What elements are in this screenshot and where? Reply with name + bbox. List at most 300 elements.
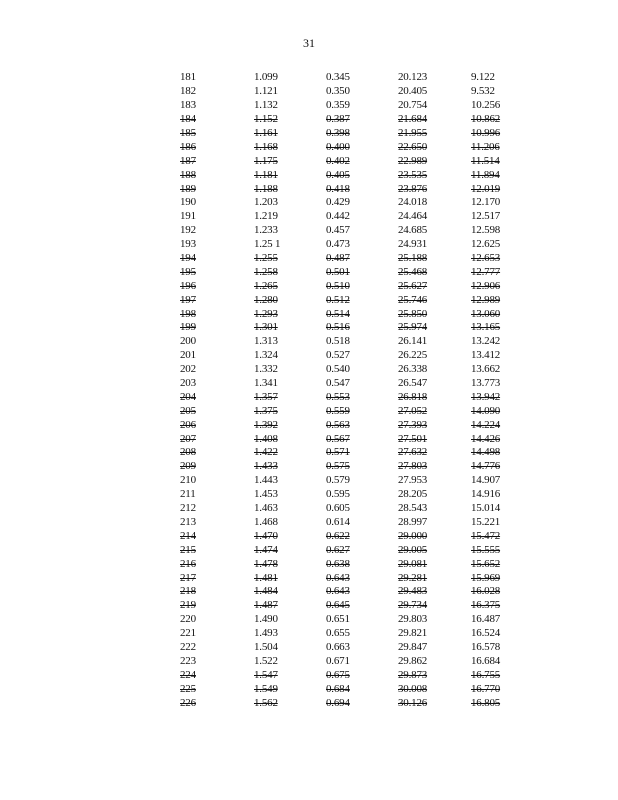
table-cell (326, 419, 398, 432)
table-cell (471, 433, 520, 446)
table-cell (180, 613, 254, 626)
table-cell (180, 183, 254, 196)
cell-value: 0.510 (326, 279, 350, 292)
table-cell (471, 349, 520, 362)
cell-value: 0.563 (326, 418, 350, 431)
table-cell (326, 85, 398, 98)
cell-value: 1.484 (254, 585, 278, 598)
table-cell (254, 141, 326, 154)
table-row-struck (180, 321, 520, 335)
table-cell (180, 169, 254, 182)
cell-value: 0.473 (326, 238, 350, 251)
cell-value: 0.518 (326, 335, 350, 348)
table-cell (471, 683, 520, 696)
table-cell (180, 433, 254, 446)
cell-value: 1.219 (254, 210, 278, 223)
table-cell (254, 460, 326, 473)
cell-value: 29.081 (398, 557, 428, 570)
cell-value: 29.281 (398, 571, 428, 584)
cell-value: 12.170 (471, 196, 501, 209)
cell-value: 1.562 (254, 696, 278, 709)
cell-value: 0.345 (326, 71, 350, 84)
cell-value: 11.894 (471, 168, 500, 181)
table-cell (254, 308, 326, 321)
table-cell (254, 585, 326, 598)
cell-value: 14.498 (471, 446, 501, 459)
cell-value: 185 (180, 127, 196, 139)
table-cell (398, 349, 471, 362)
cell-value: 26.225 (398, 349, 428, 362)
table-cell (398, 280, 471, 293)
cell-value: 1.301 (254, 321, 278, 334)
table-cell (398, 502, 471, 515)
cell-value: 0.622 (326, 529, 350, 542)
cell-value: 0.429 (326, 196, 350, 209)
table-cell (254, 419, 326, 432)
cell-value: 1.504 (254, 640, 278, 653)
table-cell (180, 113, 254, 126)
table-row-struck (180, 529, 520, 543)
table-cell (471, 446, 520, 459)
table-cell (326, 585, 398, 598)
table-cell (471, 71, 520, 84)
cell-value: 196 (180, 279, 196, 292)
cell-value: 0.547 (326, 377, 350, 390)
table-row-struck (180, 599, 520, 613)
table-cell (254, 99, 326, 112)
cell-value: 1.255 (254, 252, 278, 265)
cell-value: 215 (180, 543, 196, 556)
cell-value: 1.121 (254, 85, 278, 98)
cell-value: 21.955 (398, 127, 428, 139)
table-cell (398, 183, 471, 196)
table-row (180, 641, 520, 655)
table-cell (471, 405, 520, 418)
table-cell (180, 349, 254, 362)
cell-value: 27.393 (398, 418, 428, 431)
cell-value: 222 (180, 640, 196, 653)
table-row (180, 627, 520, 641)
table-cell (326, 363, 398, 376)
cell-value: 195 (180, 265, 196, 278)
table-row-struck (180, 404, 520, 418)
cell-value: 1.453 (254, 488, 278, 501)
table-cell (471, 613, 520, 626)
table-cell (471, 280, 520, 293)
table-row-struck (180, 446, 520, 460)
table-row-struck (180, 668, 520, 682)
table-cell (180, 405, 254, 418)
table-row (180, 224, 520, 238)
cell-value: 12.598 (471, 224, 501, 237)
cell-value: 14.916 (471, 488, 501, 501)
cell-value: 25.746 (398, 293, 428, 306)
cell-value: 0.527 (326, 349, 350, 362)
table-cell (254, 155, 326, 168)
table-cell (398, 321, 471, 334)
cell-value: 1.487 (254, 599, 278, 612)
table-cell (180, 460, 254, 473)
table-cell (326, 238, 398, 251)
cell-value: 191 (180, 210, 196, 223)
table-cell (471, 627, 520, 640)
cell-value: 0.684 (326, 682, 350, 695)
table-cell (471, 488, 520, 501)
cell-value: 1.258 (254, 265, 278, 278)
cell-value: 1.152 (254, 113, 278, 126)
table-row-struck (180, 113, 520, 127)
cell-value: 0.398 (326, 127, 350, 139)
table-cell (180, 599, 254, 612)
table-row (180, 502, 520, 516)
cell-value: 16.524 (471, 627, 501, 640)
table-cell (180, 280, 254, 293)
cell-value: 26.338 (398, 363, 428, 376)
cell-value: 0.627 (326, 543, 350, 556)
cell-value: 0.571 (326, 446, 350, 459)
cell-value: 10.256 (471, 99, 501, 112)
table-row-struck (180, 682, 520, 696)
table-cell (254, 224, 326, 237)
table-cell (326, 224, 398, 237)
table-cell (180, 252, 254, 265)
table-cell (398, 224, 471, 237)
cell-value: 13.662 (471, 363, 501, 376)
cell-value: 16.578 (471, 640, 501, 653)
cell-value: 21.684 (398, 113, 428, 126)
cell-value: 13.060 (471, 307, 501, 320)
cell-value: 183 (180, 99, 196, 112)
table-cell (471, 655, 520, 668)
cell-value: 25.974 (398, 321, 428, 334)
cell-value: 12.653 (471, 252, 501, 265)
table-cell (471, 641, 520, 654)
cell-value: 23.535 (398, 168, 428, 181)
cell-value: 15.969 (471, 571, 501, 584)
table-cell (398, 252, 471, 265)
table-cell (180, 488, 254, 501)
table-row-struck (180, 460, 520, 474)
cell-value: 15.472 (471, 529, 501, 542)
cell-value: 29.483 (398, 585, 428, 598)
table-row-struck (180, 252, 520, 266)
cell-value: 16.805 (471, 696, 501, 709)
cell-value: 29.821 (398, 627, 428, 640)
table-row-struck (180, 557, 520, 571)
table-cell (398, 294, 471, 307)
cell-value: 203 (180, 377, 196, 390)
cell-value: 1.408 (254, 432, 278, 445)
cell-value: 0.418 (326, 182, 350, 195)
cell-value: 29.873 (398, 668, 428, 681)
cell-value: 224 (180, 668, 196, 681)
table-cell (326, 669, 398, 682)
table-cell (326, 391, 398, 404)
table-cell (471, 460, 520, 473)
table-cell (398, 141, 471, 154)
table-cell (326, 516, 398, 529)
table-cell (326, 321, 398, 334)
table-cell (471, 85, 520, 98)
table-row (180, 196, 520, 210)
table-cell (471, 294, 520, 307)
cell-value: 26.547 (398, 377, 428, 390)
cell-value: 1.481 (254, 571, 278, 584)
cell-value: 1.188 (254, 182, 278, 195)
table-cell (398, 335, 471, 348)
table-cell (254, 655, 326, 668)
cell-value: 10.996 (471, 127, 501, 139)
table-row-struck (180, 696, 520, 710)
cell-value: 194 (180, 252, 196, 265)
table-cell (398, 572, 471, 585)
table-cell (398, 419, 471, 432)
table-cell (326, 210, 398, 223)
table-cell (254, 210, 326, 223)
table-cell (398, 169, 471, 182)
table-cell (326, 113, 398, 126)
cell-value: 1.474 (254, 543, 278, 556)
table-cell (326, 141, 398, 154)
cell-value: 220 (180, 613, 196, 626)
table-cell (398, 433, 471, 446)
table-cell (398, 669, 471, 682)
cell-value: 200 (180, 335, 196, 348)
table-cell (180, 655, 254, 668)
table-cell (398, 558, 471, 571)
table-cell (180, 266, 254, 279)
table-cell (254, 516, 326, 529)
cell-value: 1.547 (254, 668, 278, 681)
cell-value: 184 (180, 113, 196, 126)
cell-value: 182 (180, 85, 196, 98)
cell-value: 0.567 (326, 432, 350, 445)
table-cell (254, 294, 326, 307)
table-cell (254, 446, 326, 459)
cell-value: 1.468 (254, 515, 278, 528)
table-cell (471, 99, 520, 112)
table-cell (326, 294, 398, 307)
table-cell (471, 377, 520, 390)
table-cell (180, 321, 254, 334)
table-cell (398, 71, 471, 84)
table-row-struck (180, 585, 520, 599)
cell-value: 16.028 (471, 585, 501, 598)
table-cell (180, 127, 254, 140)
table-cell (254, 183, 326, 196)
table-cell (471, 113, 520, 126)
table-cell (398, 460, 471, 473)
cell-value: 0.675 (326, 668, 350, 681)
cell-value: 1.313 (254, 335, 278, 348)
cell-value: 29.803 (398, 613, 428, 626)
table-cell (471, 599, 520, 612)
cell-value: 25.850 (398, 307, 428, 320)
cell-value: 1.203 (254, 196, 278, 209)
cell-value: 29.847 (398, 640, 428, 653)
table-row-struck (180, 168, 520, 182)
table-cell (254, 127, 326, 140)
cell-value: 190 (180, 196, 196, 209)
table-row-struck (180, 307, 520, 321)
cell-value: 0.614 (326, 515, 350, 528)
table-cell (471, 474, 520, 487)
cell-value: 1.433 (254, 460, 278, 473)
cell-value: 22.989 (398, 154, 428, 167)
cell-value: 20.123 (398, 71, 428, 84)
table-row (180, 613, 520, 627)
cell-value: 1.375 (254, 404, 278, 417)
table-cell (398, 613, 471, 626)
table-cell (180, 530, 254, 543)
table-cell (326, 99, 398, 112)
table-cell (180, 210, 254, 223)
table-cell (398, 488, 471, 501)
table-row-struck (180, 293, 520, 307)
table-cell (254, 572, 326, 585)
table-cell (398, 474, 471, 487)
cell-value: 186 (180, 140, 196, 153)
cell-value: 11.514 (471, 154, 500, 167)
table-cell (471, 572, 520, 585)
cell-value: 208 (180, 446, 196, 459)
table-cell (254, 391, 326, 404)
cell-value: 0.457 (326, 224, 350, 237)
table-cell (326, 697, 398, 710)
table-cell (254, 252, 326, 265)
table-cell (398, 655, 471, 668)
table-cell (254, 280, 326, 293)
table-cell (180, 641, 254, 654)
table-cell (326, 613, 398, 626)
cell-value: 12.625 (471, 238, 501, 251)
table-cell (326, 377, 398, 390)
table-cell (471, 516, 520, 529)
cell-value: 211 (180, 488, 196, 501)
cell-value: 25.188 (398, 252, 428, 265)
table-cell (254, 377, 326, 390)
table-row-struck (180, 140, 520, 154)
cell-value: 27.632 (398, 446, 428, 459)
table-row-struck (180, 571, 520, 585)
cell-value: 1.161 (254, 127, 278, 139)
cell-value: 23.876 (398, 182, 428, 195)
table-cell (254, 697, 326, 710)
table-row-struck (180, 279, 520, 293)
table-cell (398, 405, 471, 418)
cell-value: 213 (180, 515, 196, 528)
table-cell (398, 196, 471, 209)
table-cell (471, 419, 520, 432)
table-cell (326, 544, 398, 557)
cell-value: 0.400 (326, 140, 350, 153)
cell-value: 14.224 (471, 418, 501, 431)
table-cell (180, 683, 254, 696)
table-cell (471, 363, 520, 376)
cell-value: 24.931 (398, 238, 428, 251)
table-cell (254, 335, 326, 348)
table-cell (180, 544, 254, 557)
cell-value: 189 (180, 182, 196, 195)
table-row (180, 363, 520, 377)
cell-value: 0.514 (326, 307, 350, 320)
table-cell (471, 155, 520, 168)
cell-value: 27.953 (398, 474, 428, 487)
cell-value: 0.512 (326, 293, 350, 306)
cell-value: 24.685 (398, 224, 428, 237)
cell-value: 1.493 (254, 627, 278, 640)
cell-value: 1.132 (254, 99, 278, 112)
cell-value: 27.803 (398, 460, 428, 473)
table-cell (326, 641, 398, 654)
cell-value: 221 (180, 627, 196, 640)
table-cell (326, 433, 398, 446)
table-cell (398, 641, 471, 654)
cell-value: 29.734 (398, 599, 428, 612)
table-cell (254, 321, 326, 334)
table-cell (254, 363, 326, 376)
table-cell (398, 516, 471, 529)
table-cell (471, 224, 520, 237)
table-cell (326, 572, 398, 585)
cell-value: 15.221 (471, 515, 501, 528)
table-cell (180, 85, 254, 98)
table-cell (180, 669, 254, 682)
table-cell (254, 502, 326, 515)
cell-value: 0.405 (326, 168, 350, 181)
cell-value: 207 (180, 432, 196, 445)
table-cell (180, 419, 254, 432)
table-cell (326, 530, 398, 543)
table-cell (471, 669, 520, 682)
table-cell (398, 544, 471, 557)
table-cell (398, 377, 471, 390)
cell-value: 30.008 (398, 682, 428, 695)
cell-value: 201 (180, 349, 196, 362)
cell-value: 0.579 (326, 474, 350, 487)
table-row-struck (180, 390, 520, 404)
cell-value: 214 (180, 529, 196, 542)
table-cell (398, 210, 471, 223)
cell-value: 1.293 (254, 307, 278, 320)
table-cell (326, 460, 398, 473)
table-cell (254, 641, 326, 654)
table-cell (398, 530, 471, 543)
cell-value: 28.205 (398, 488, 428, 501)
cell-value: 16.487 (471, 613, 501, 626)
data-table (180, 71, 520, 710)
cell-value: 1.470 (254, 529, 278, 542)
table-cell (254, 544, 326, 557)
table-cell (398, 391, 471, 404)
cell-value: 0.553 (326, 390, 350, 403)
table-cell (471, 558, 520, 571)
cell-value: 1.463 (254, 502, 278, 515)
table-cell (471, 141, 520, 154)
table-row (180, 210, 520, 224)
table-row (180, 654, 520, 668)
table-cell (471, 183, 520, 196)
cell-value: 26.818 (398, 390, 428, 403)
table-row (180, 349, 520, 363)
cell-value: 1.324 (254, 349, 278, 362)
table-cell (254, 196, 326, 209)
table-cell (326, 502, 398, 515)
cell-value: 199 (180, 321, 196, 334)
table-cell (254, 669, 326, 682)
table-cell (180, 99, 254, 112)
table-row (180, 85, 520, 99)
